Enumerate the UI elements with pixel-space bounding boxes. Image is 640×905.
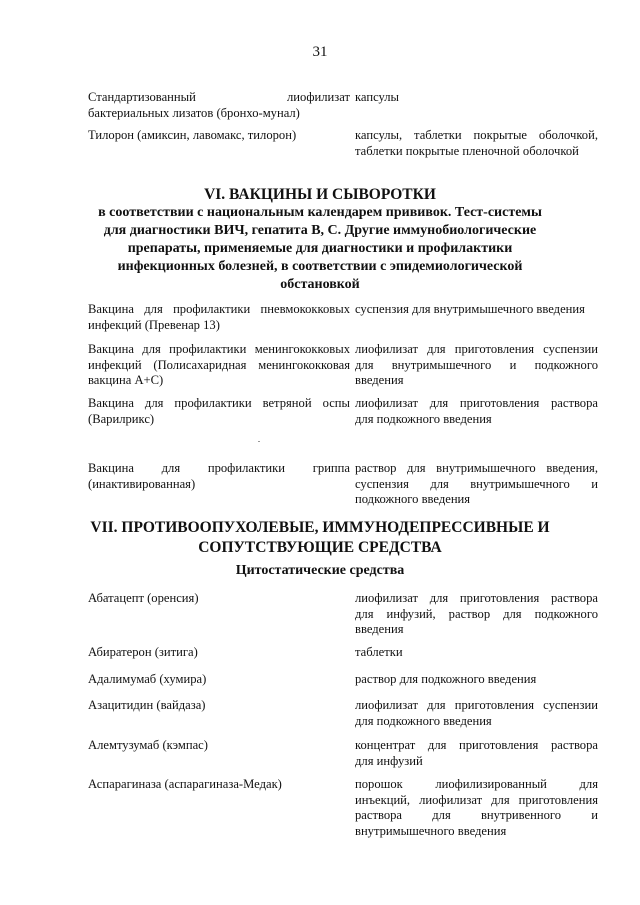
drug-name: Абиратерон (зитига) — [88, 645, 198, 659]
section-subtitle-line: обстановкой — [280, 277, 360, 292]
drug-form: капсулы, таблетки покрытые оболочкой, таблетки покрытые пленочной оболочкой — [355, 128, 598, 158]
table-row — [88, 645, 598, 661]
table-row — [88, 777, 598, 839]
drug-form: раствор для подкожного введения — [355, 672, 537, 686]
drug-name: Тилорон (амиксин, лавомакс, тилорон) — [88, 128, 297, 142]
section-title: VI. ВАКЦИНЫ И СЫВОРОТКИ — [204, 186, 436, 203]
drug-form: лиофилизат для приготовления раствора для подкожного введения — [355, 396, 598, 426]
page-number: 31 — [312, 44, 328, 60]
section-heading — [60, 518, 580, 558]
section-subtitle-line: в соответствии с национальным календарем прививок. Тест-системы — [98, 205, 542, 220]
drug-form: таблетки — [355, 645, 403, 659]
table-row — [88, 738, 598, 769]
drug-name: Вакцина для профилактики менингококковых инфекций (Полисахаридная менингококковая вакцина А+С) — [88, 342, 350, 387]
table-row — [88, 342, 598, 389]
drug-form: концентрат для приготовления раствора для инфузий — [355, 738, 598, 768]
table-row — [88, 591, 598, 638]
drug-form: капсулы — [355, 90, 400, 104]
section-title-line: СОПУТСТВУЮЩИЕ СРЕДСТВА — [198, 539, 442, 556]
table-row — [88, 396, 598, 427]
drug-name: Аспарагиназа (аспарагиназа-Медак) — [88, 777, 282, 791]
section-subtitle-line: препараты, применяемые для диагностики и профилактики — [127, 241, 513, 256]
section-title-line: VII. ПРОТИВООПУХОЛЕВЫЕ, ИММУНОДЕПРЕССИВНЫЕ И — [90, 519, 550, 536]
table-row — [88, 90, 598, 121]
section-subtitle-line: инфекционных болезней, в соответствии с эпидемиологической — [117, 259, 523, 274]
drug-form: суспензия для внутримышечного введения — [355, 302, 585, 316]
drug-form: порошок лиофилизированный для инъекций, лиофилизат для приготовления раствора для внутривенного и внутримышечного введения — [355, 777, 598, 838]
table-row — [88, 672, 598, 688]
drug-form: лиофилизат для приготовления раствора для инфузий, раствор для подкожного введения — [355, 591, 598, 636]
drug-form: лиофилизат для приготовления суспензии для подкожного введения — [355, 698, 598, 728]
table-row — [88, 302, 598, 333]
drug-name: Алемтузумаб (кэмпас) — [88, 738, 208, 752]
table-row — [88, 128, 598, 159]
table-row — [88, 698, 598, 729]
scan-speck — [258, 441, 260, 442]
drug-form: лиофилизат для приготовления суспензии для внутримышечного и подкожного введения — [355, 342, 598, 387]
table-row — [88, 461, 598, 508]
drug-name: Азацитидин (вайдаза) — [88, 698, 206, 712]
drug-name: Вакцина для профилактики пневмококковых инфекций (Превенар 13) — [88, 302, 350, 332]
drug-name: Вакцина для профилактики ветряной оспы (Варилрикс) — [88, 396, 350, 426]
drug-name: Абатацепт (оренсия) — [88, 591, 199, 605]
section-heading — [60, 186, 580, 294]
drug-name: Вакцина для профилактики гриппа (инактивированная) — [88, 461, 350, 491]
drug-name: Стандартизованный лиофилизат бактериальных лизатов (бронхо-мунал) — [88, 90, 350, 120]
section-subtitle-line: для диагностики ВИЧ, гепатита В, С. Другие иммунобиологические — [103, 223, 537, 238]
drug-form: раствор для внутримышечного введения, суспензия для внутримышечного и подкожного введения — [355, 461, 598, 506]
drug-name: Адалимумаб (хумира) — [88, 672, 207, 686]
subsection-title: Цитостатические средства — [235, 563, 405, 578]
